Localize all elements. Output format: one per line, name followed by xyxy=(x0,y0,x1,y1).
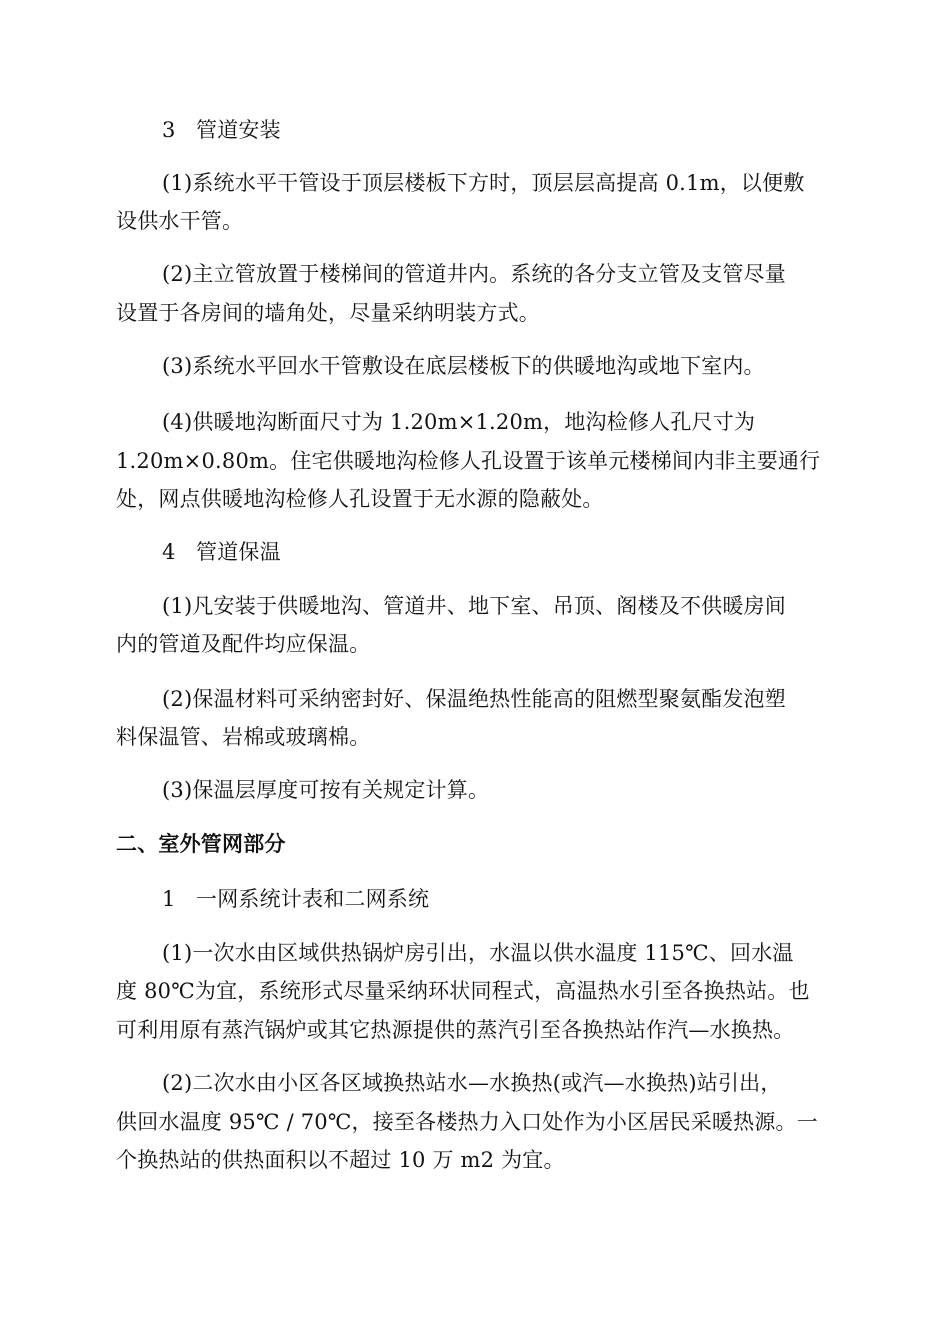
section-heading-1 xyxy=(162,884,429,914)
section-heading-3 xyxy=(162,115,281,145)
paragraph-line: 设供水干管。 xyxy=(116,209,244,233)
paragraph-line: 内的管道及配件均应保温。 xyxy=(116,632,371,656)
paragraph-line: (1)系统水平干管设于顶层楼板下方时，顶层层高提高 0.1m，以便敷 xyxy=(162,171,805,195)
paragraph-line: 度 80℃为宜，系统形式尽量采纳环状同程式，高温热水引至各换热站。也 xyxy=(116,979,810,1003)
paragraph-line: (1)一次水由区域供热锅炉房引出，水温以供水温度 115℃、回水温 xyxy=(162,941,794,965)
section-number: 3 xyxy=(162,118,176,142)
paragraph-line: 设置于各房间的墙角处，尽量采纳明装方式。 xyxy=(116,301,540,325)
paragraph-line: 处，网点供暖地沟检修人孔设置于无水源的隐蔽处。 xyxy=(116,487,604,511)
paragraph-line: (2)保温材料可采纳密封好、保温绝热性能高的阻燃型聚氨酯发泡塑 xyxy=(162,687,786,711)
section-number: 4 xyxy=(162,540,176,564)
section-heading-4 xyxy=(162,537,281,567)
paragraph-line: (3)保温层厚度可按有关规定计算。 xyxy=(162,778,490,802)
section-number: 1 xyxy=(162,887,176,911)
paragraph-line: 1.20m×0.80m。住宅供暖地沟检修人孔设置于该单元楼梯间内非主要通行 xyxy=(116,449,821,473)
paragraph-line: (1)凡安装于供暖地沟、管道井、地下室、吊顶、阁楼及不供暖房间 xyxy=(162,594,786,618)
paragraph-line: (4)供暖地沟断面尺寸为 1.20m×1.20m，地沟检修人孔尺寸为 xyxy=(162,410,756,434)
part-heading: 二、室外管网部分 xyxy=(116,832,286,856)
paragraph-line: 料保温管、岩棉或玻璃棉。 xyxy=(116,725,371,749)
section-title: 管道安装 xyxy=(196,118,281,142)
section-title: 一网系统计表和二网系统 xyxy=(196,887,430,911)
section-title: 管道保温 xyxy=(196,540,281,564)
paragraph-line: (3)系统水平回水干管敷设在底层楼板下的供暖地沟或地下室内。 xyxy=(162,354,765,378)
paragraph-line: 个换热站的供热面积以不超过 10 万 m2 为宜。 xyxy=(116,1148,565,1172)
paragraph-line: (2)主立管放置于楼梯间的管道井内。系统的各分支立管及支管尽量 xyxy=(162,262,786,286)
paragraph-line: 供回水温度 95℃ / 70℃，接至各楼热力入口处作为小区居民采暖热源。一 xyxy=(116,1110,818,1134)
paragraph-line: (2)二次水由小区各区域换热站水—水换热(或汽—水换热)站引出， xyxy=(162,1071,782,1095)
paragraph-line: 可利用原有蒸汽锅炉或其它热源提供的蒸汽引至各换热站作汽—水换热。 xyxy=(116,1018,795,1042)
